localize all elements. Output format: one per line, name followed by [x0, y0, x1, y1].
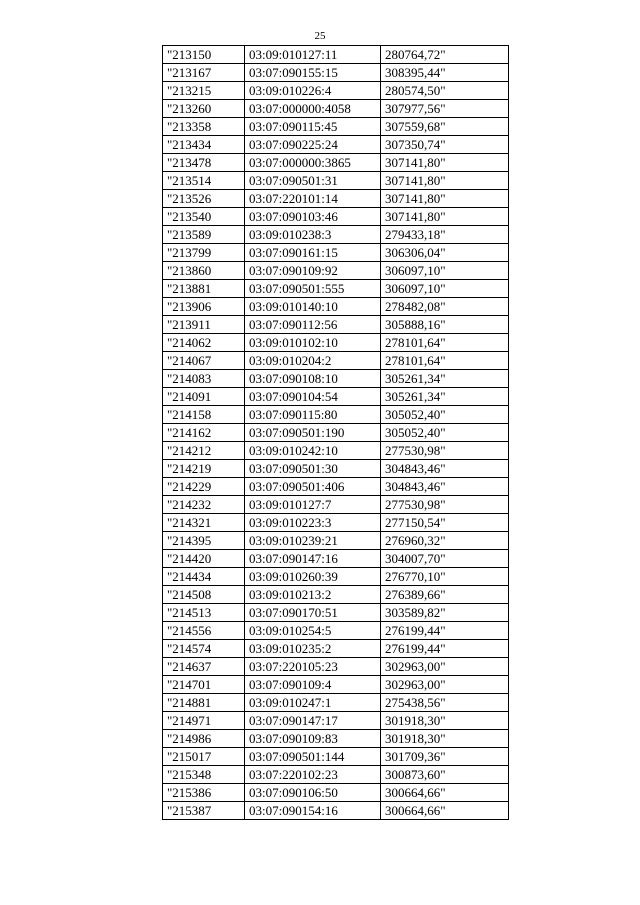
table-row	[163, 64, 509, 82]
table-row	[163, 532, 509, 550]
record-id-cell: "213167	[163, 64, 245, 82]
cadastral-number-cell: 03:07:090109:83	[245, 730, 381, 748]
amount-cell: 304843,46"	[381, 478, 509, 496]
record-id-cell: "214574	[163, 640, 245, 658]
table-row	[163, 712, 509, 730]
amount-cell: 306097,10"	[381, 280, 509, 298]
record-id-cell: "213911	[163, 316, 245, 334]
amount-cell: 276389,66"	[381, 586, 509, 604]
table-row	[163, 406, 509, 424]
cadastral-number-cell: 03:09:010239:21	[245, 532, 381, 550]
cadastral-number-cell: 03:07:220102:23	[245, 766, 381, 784]
table-row	[163, 550, 509, 568]
table-row	[163, 694, 509, 712]
cadastral-number-cell: 03:09:010213:2	[245, 586, 381, 604]
amount-cell: 305261,34"	[381, 388, 509, 406]
record-id-cell: "213881	[163, 280, 245, 298]
record-id-cell: "213860	[163, 262, 245, 280]
cadastral-number-cell: 03:07:090109:92	[245, 262, 381, 280]
amount-cell: 307141,80"	[381, 154, 509, 172]
table-row	[163, 730, 509, 748]
table-row	[163, 352, 509, 370]
record-id-cell: "214556	[163, 622, 245, 640]
record-id-cell: "214212	[163, 442, 245, 460]
record-id-cell: "213260	[163, 100, 245, 118]
amount-cell: 277530,98"	[381, 496, 509, 514]
cadastral-number-cell: 03:09:010127:11	[245, 46, 381, 64]
record-id-cell: "213358	[163, 118, 245, 136]
amount-cell: 302963,00"	[381, 676, 509, 694]
cadastral-number-cell: 03:07:000000:4058	[245, 100, 381, 118]
record-id-cell: "213150	[163, 46, 245, 64]
record-id-cell: "214232	[163, 496, 245, 514]
record-id-cell: "213589	[163, 226, 245, 244]
cadastral-number-cell: 03:09:010127:7	[245, 496, 381, 514]
amount-cell: 280574,50"	[381, 82, 509, 100]
record-id-cell: "214091	[163, 388, 245, 406]
record-id-cell: "213526	[163, 190, 245, 208]
page-number: 25	[314, 30, 326, 42]
amount-cell: 305052,40"	[381, 424, 509, 442]
table-row	[163, 46, 509, 64]
cadastral-number-cell: 03:07:090147:17	[245, 712, 381, 730]
cadastral-number-cell: 03:09:010226:4	[245, 82, 381, 100]
record-id-cell: "214513	[163, 604, 245, 622]
amount-cell: 276199,44"	[381, 622, 509, 640]
amount-cell: 301918,30"	[381, 712, 509, 730]
record-id-cell: "213215	[163, 82, 245, 100]
record-id-cell: "215017	[163, 748, 245, 766]
record-id-cell: "214162	[163, 424, 245, 442]
table-row	[163, 640, 509, 658]
record-id-cell: "214062	[163, 334, 245, 352]
amount-cell: 301709,36"	[381, 748, 509, 766]
table-row	[163, 82, 509, 100]
cadastral-number-cell: 03:07:090501:190	[245, 424, 381, 442]
cadastral-number-cell: 03:07:090112:56	[245, 316, 381, 334]
cadastral-number-cell: 03:07:220101:14	[245, 190, 381, 208]
cadastral-number-cell: 03:09:010235:2	[245, 640, 381, 658]
record-id-cell: "214434	[163, 568, 245, 586]
amount-cell: 304843,46"	[381, 460, 509, 478]
table-row	[163, 622, 509, 640]
record-id-cell: "214395	[163, 532, 245, 550]
cadastral-number-cell: 03:07:090104:54	[245, 388, 381, 406]
cadastral-number-cell: 03:07:090103:46	[245, 208, 381, 226]
cadastral-number-cell: 03:07:090155:15	[245, 64, 381, 82]
amount-cell: 275438,56"	[381, 694, 509, 712]
record-id-cell: "213799	[163, 244, 245, 262]
cadastral-number-cell: 03:07:090154:16	[245, 802, 381, 820]
cadastral-number-cell: 03:09:010223:3	[245, 514, 381, 532]
cadastral-number-cell: 03:07:090115:80	[245, 406, 381, 424]
table-row	[163, 748, 509, 766]
table-row	[163, 262, 509, 280]
amount-cell: 276199,44"	[381, 640, 509, 658]
amount-cell: 305888,16"	[381, 316, 509, 334]
table-row	[163, 154, 509, 172]
amount-cell: 302963,00"	[381, 658, 509, 676]
amount-cell: 308395,44"	[381, 64, 509, 82]
table-row	[163, 370, 509, 388]
cadastral-number-cell: 03:07:090501:555	[245, 280, 381, 298]
amount-cell: 307141,80"	[381, 190, 509, 208]
amount-cell: 305052,40"	[381, 406, 509, 424]
table-row	[163, 784, 509, 802]
cadastral-number-cell: 03:09:010102:10	[245, 334, 381, 352]
amount-cell: 306097,10"	[381, 262, 509, 280]
cadastral-number-cell: 03:09:010260:39	[245, 568, 381, 586]
record-id-cell: "213906	[163, 298, 245, 316]
amount-cell: 301918,30"	[381, 730, 509, 748]
cadastral-number-cell: 03:07:090108:10	[245, 370, 381, 388]
record-id-cell: "215386	[163, 784, 245, 802]
cadastral-number-cell: 03:09:010204:2	[245, 352, 381, 370]
amount-cell: 300664,66"	[381, 802, 509, 820]
table-row	[163, 658, 509, 676]
amount-cell: 304007,70"	[381, 550, 509, 568]
table-row	[163, 460, 509, 478]
amount-cell: 278101,64"	[381, 334, 509, 352]
table-row	[163, 514, 509, 532]
table-row	[163, 280, 509, 298]
table-row	[163, 136, 509, 154]
record-id-cell: "214229	[163, 478, 245, 496]
cadastral-number-cell: 03:07:090147:16	[245, 550, 381, 568]
table-row	[163, 478, 509, 496]
amount-cell: 276960,32"	[381, 532, 509, 550]
cadastral-number-cell: 03:09:010242:10	[245, 442, 381, 460]
table-row	[163, 802, 509, 820]
table-row	[163, 388, 509, 406]
table-row	[163, 676, 509, 694]
record-id-cell: "214420	[163, 550, 245, 568]
amount-cell: 300664,66"	[381, 784, 509, 802]
cadastral-number-cell: 03:07:220105:23	[245, 658, 381, 676]
amount-cell: 307559,68"	[381, 118, 509, 136]
table-row	[163, 244, 509, 262]
record-id-cell: "215348	[163, 766, 245, 784]
amount-cell: 279433,18"	[381, 226, 509, 244]
cadastral-number-cell: 03:07:090106:50	[245, 784, 381, 802]
amount-cell: 307350,74"	[381, 136, 509, 154]
record-id-cell: "214881	[163, 694, 245, 712]
record-id-cell: "213434	[163, 136, 245, 154]
cadastral-number-cell: 03:07:090170:51	[245, 604, 381, 622]
record-id-cell: "214701	[163, 676, 245, 694]
record-id-cell: "214637	[163, 658, 245, 676]
cadastral-number-cell: 03:07:090501:31	[245, 172, 381, 190]
table-row	[163, 190, 509, 208]
data-table	[162, 45, 509, 820]
cadastral-number-cell: 03:09:010140:10	[245, 298, 381, 316]
amount-cell: 276770,10"	[381, 568, 509, 586]
table-row	[163, 604, 509, 622]
record-id-cell: "213540	[163, 208, 245, 226]
amount-cell: 277530,98"	[381, 442, 509, 460]
amount-cell: 307141,80"	[381, 172, 509, 190]
record-id-cell: "214158	[163, 406, 245, 424]
record-id-cell: "214508	[163, 586, 245, 604]
table-row	[163, 586, 509, 604]
cadastral-number-cell: 03:09:010238:3	[245, 226, 381, 244]
record-id-cell: "213514	[163, 172, 245, 190]
amount-cell: 277150,54"	[381, 514, 509, 532]
table-row	[163, 316, 509, 334]
table-row	[163, 568, 509, 586]
amount-cell: 307977,56"	[381, 100, 509, 118]
record-id-cell: "214971	[163, 712, 245, 730]
amount-cell: 300873,60"	[381, 766, 509, 784]
table-body	[163, 46, 509, 820]
amount-cell: 280764,72"	[381, 46, 509, 64]
amount-cell: 306306,04"	[381, 244, 509, 262]
amount-cell: 278101,64"	[381, 352, 509, 370]
cadastral-number-cell: 03:07:090501:30	[245, 460, 381, 478]
cadastral-number-cell: 03:07:090161:15	[245, 244, 381, 262]
record-id-cell: "213478	[163, 154, 245, 172]
table-row	[163, 100, 509, 118]
amount-cell: 307141,80"	[381, 208, 509, 226]
record-id-cell: "214219	[163, 460, 245, 478]
table-row	[163, 334, 509, 352]
amount-cell: 303589,82"	[381, 604, 509, 622]
record-id-cell: "214067	[163, 352, 245, 370]
cadastral-number-cell: 03:07:090501:144	[245, 748, 381, 766]
table-row	[163, 118, 509, 136]
record-id-cell: "214083	[163, 370, 245, 388]
table-row	[163, 766, 509, 784]
table-row	[163, 208, 509, 226]
record-id-cell: "214321	[163, 514, 245, 532]
cadastral-number-cell: 03:07:090225:24	[245, 136, 381, 154]
table-row	[163, 442, 509, 460]
table-row	[163, 298, 509, 316]
record-id-cell: "215387	[163, 802, 245, 820]
amount-cell: 278482,08"	[381, 298, 509, 316]
cadastral-number-cell: 03:07:090115:45	[245, 118, 381, 136]
cadastral-number-cell: 03:07:090109:4	[245, 676, 381, 694]
cadastral-number-cell: 03:09:010247:1	[245, 694, 381, 712]
cadastral-number-cell: 03:07:000000:3865	[245, 154, 381, 172]
table-row	[163, 226, 509, 244]
record-id-cell: "214986	[163, 730, 245, 748]
amount-cell: 305261,34"	[381, 370, 509, 388]
table-row	[163, 496, 509, 514]
cadastral-number-cell: 03:09:010254:5	[245, 622, 381, 640]
table-row	[163, 424, 509, 442]
cadastral-number-cell: 03:07:090501:406	[245, 478, 381, 496]
table-row	[163, 172, 509, 190]
